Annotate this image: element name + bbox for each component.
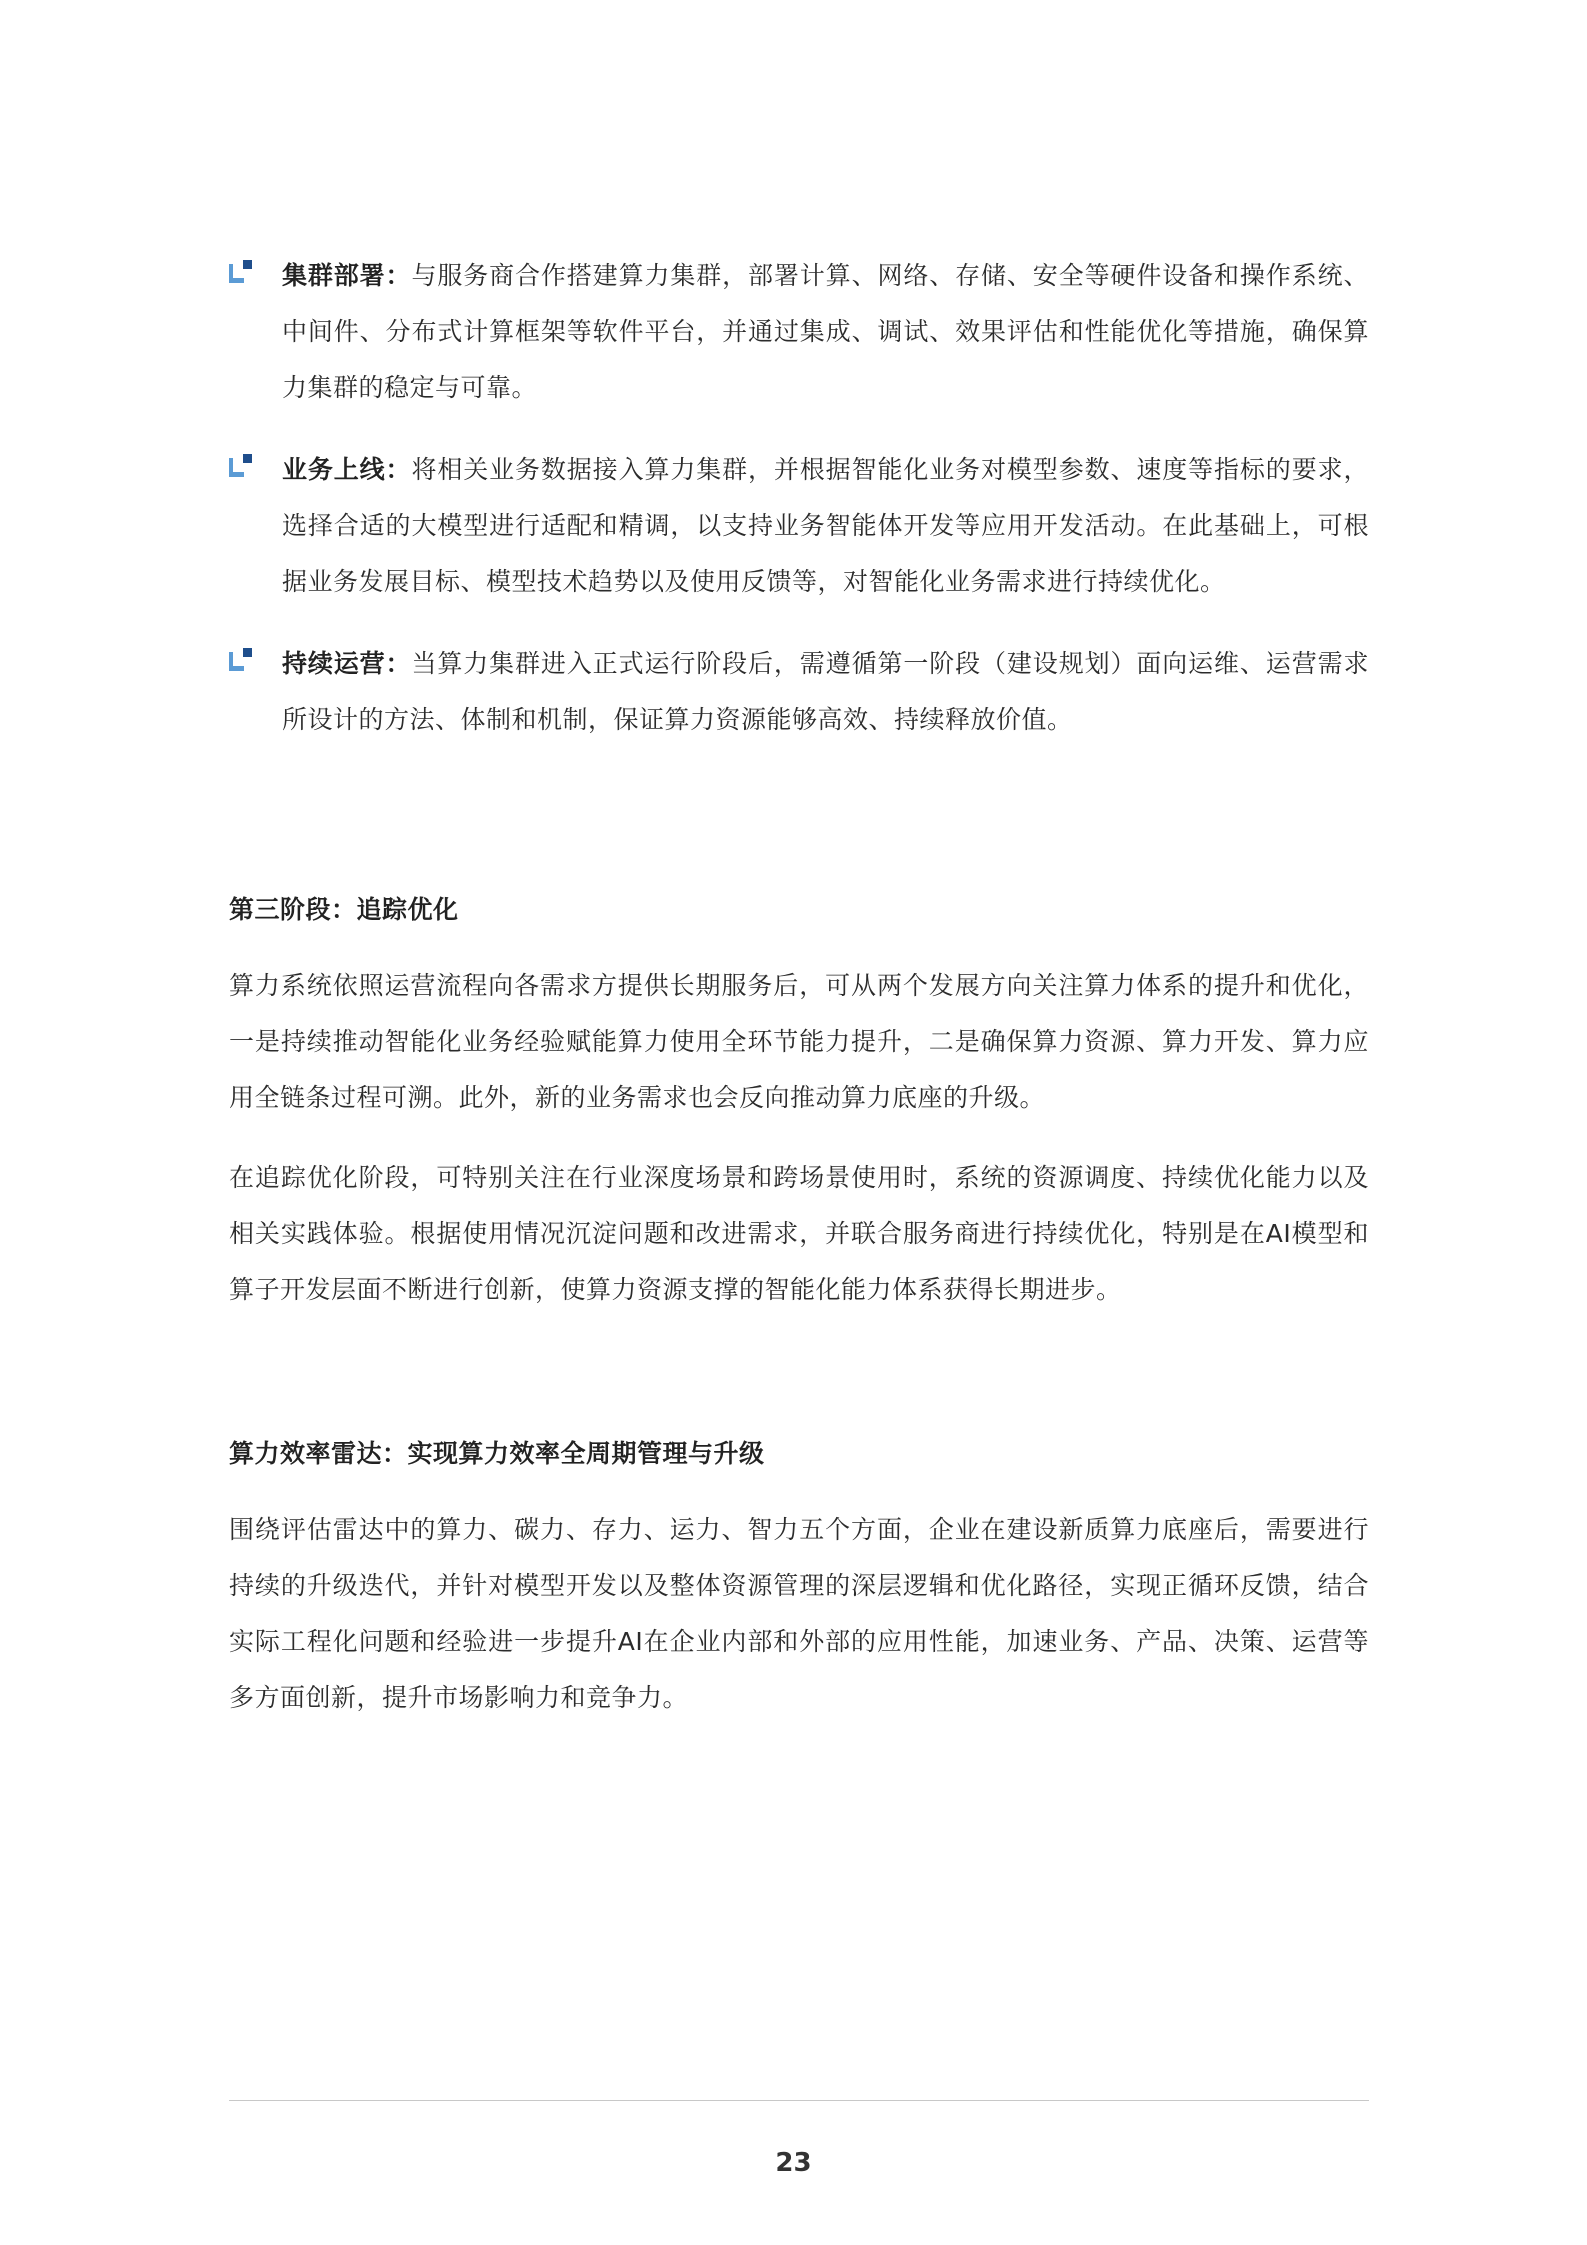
square-bullet-icon (229, 454, 252, 477)
bullet-label: 持续运营： (282, 649, 412, 678)
page-content (229, 248, 1369, 1726)
paragraph: 在追踪优化阶段，可特别关注在行业深度场景和跨场景使用时，系统的资源调度、持续优化能力以及相关实践体验。根据使用情况沉淀问题和改进需求，并联合服务商进行持续优化，特别是在AI模型和算子开发层面不断进行创新，使算力资源支撑的智能化能力体系获得长期进步。 (229, 1163, 1369, 1304)
bullet-label: 业务上线： (282, 455, 412, 484)
square-bullet-icon (229, 648, 252, 671)
section-heading-radar: 算力效率雷达：实现算力效率全周期管理与升级 (229, 1439, 765, 1468)
bullet-text: 与服务商合作搭建算力集群，部署计算、网络、存储、安全等硬件设备和操作系统、中间件、分布式计算框架等软件平台，并通过集成、调试、效果评估和性能优化等措施，确保算力集群的稳定与可靠。 (282, 261, 1369, 402)
section-heading-stage3: 第三阶段：追踪优化 (229, 895, 459, 924)
footer-divider (229, 2100, 1369, 2101)
square-bullet-icon (229, 260, 252, 283)
paragraph: 算力系统依照运营流程向各需求方提供长期服务后，可从两个发展方向关注算力体系的提升和优化，一是持续推动智能化业务经验赋能算力使用全环节能力提升，二是确保算力资源、算力开发、算力应用全链条过程可溯。此外，新的业务需求也会反向推动算力底座的升级。 (229, 971, 1369, 1112)
bullet-continuous-ops (229, 636, 1369, 748)
bullet-cluster-deploy (229, 248, 1369, 416)
page-number: 23 (775, 2148, 812, 2178)
bullet-text: 当算力集群进入正式运行阶段后，需遵循第一阶段（建设规划）面向运维、运营需求所设计的方法、体制和机制，保证算力资源能够高效、持续释放价值。 (282, 649, 1369, 734)
bullet-business-online (229, 442, 1369, 610)
bullet-label: 集群部署： (282, 261, 412, 290)
bullet-text: 将相关业务数据接入算力集群，并根据智能化业务对模型参数、速度等指标的要求，选择合适的大模型进行适配和精调，以支持业务智能体开发等应用开发活动。在此基础上，可根据业务发展目标、模型技术趋势以及使用反馈等，对智能化业务需求进行持续优化。 (282, 455, 1369, 596)
paragraph: 围绕评估雷达中的算力、碳力、存力、运力、智力五个方面，企业在建设新质算力底座后，需要进行持续的升级迭代，并针对模型开发以及整体资源管理的深层逻辑和优化路径，实现正循环反馈，结合实际工程化问题和经验进一步提升AI在企业内部和外部的应用性能，加速业务、产品、决策、运营等多方面创新，提升市场影响力和竞争力。 (229, 1515, 1369, 1712)
